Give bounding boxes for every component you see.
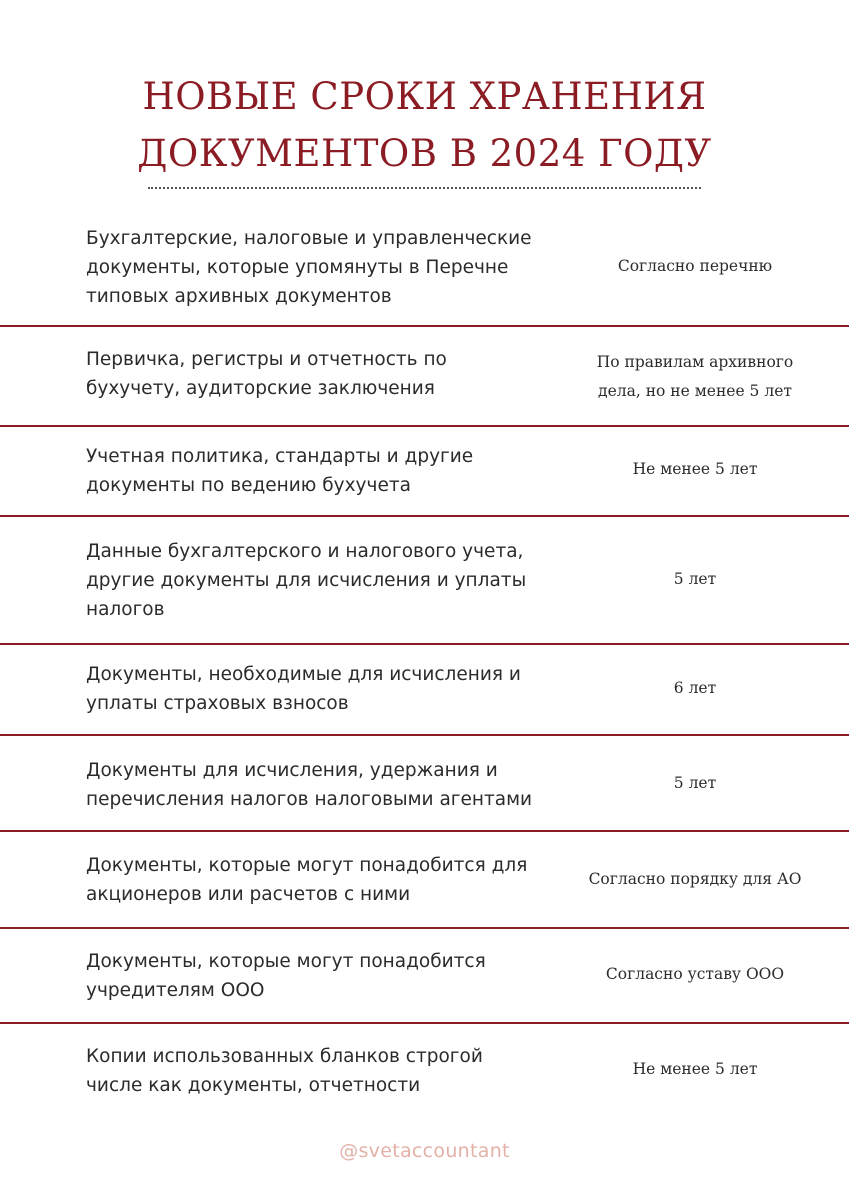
document-type: Учетная политика, стандарты и другие документы по ведению бухучета: [86, 446, 474, 496]
document-type: Данные бухгалтерского и налогового учета, другие документы для исчисления и уплаты налогов: [86, 541, 527, 620]
title-line-1: НОВЫЕ СРОКИ ХРАНЕНИЯ: [142, 75, 707, 118]
document-type: Документы, необходимые для исчисления и уплаты страховых взносов: [86, 664, 521, 714]
row-divider: [0, 325, 849, 327]
author-handle: @svetaccountant: [339, 1140, 510, 1162]
storage-period: 6 лет: [673, 679, 717, 697]
storage-period: По правилам архивного дела, но не менее 5 лет: [596, 353, 794, 400]
document-type: Документы, которые могут понадобится учредителям ООО: [86, 951, 486, 1001]
storage-period: Согласно перечню: [617, 257, 773, 275]
storage-period: 5 лет: [673, 570, 717, 588]
storage-period: 5 лет: [673, 774, 717, 792]
title-line-2: ДОКУМЕНТОВ В 2024 ГОДУ: [137, 132, 712, 175]
storage-period: Не менее 5 лет: [632, 1060, 758, 1078]
row-divider: [0, 1022, 849, 1024]
storage-period: Согласно уставу ООО: [605, 965, 785, 983]
document-type: Документы, которые могут понадобится для акционеров или расчетов с ними: [86, 855, 528, 905]
document-type: Документы для исчисления, удержания и перечисления налогов налоговыми агентами: [86, 760, 533, 810]
row-divider: [0, 927, 849, 929]
row-divider: [0, 734, 849, 736]
document-type: Копии использованных бланков строгой числе как документы, отчетности: [86, 1046, 483, 1096]
document-type: Бухгалтерские, налоговые и управленческие документы, которые упомянуты в Перечне типовых архивных документов: [86, 228, 532, 307]
row-divider: [0, 643, 849, 645]
storage-period: Не менее 5 лет: [632, 460, 758, 478]
row-divider: [0, 425, 849, 427]
storage-period: Согласно порядку для АО: [588, 870, 802, 888]
document-type: Первичка, регистры и отчетность по бухучету, аудиторские заключения: [86, 349, 447, 399]
row-divider: [0, 515, 849, 517]
row-divider: [0, 830, 849, 832]
